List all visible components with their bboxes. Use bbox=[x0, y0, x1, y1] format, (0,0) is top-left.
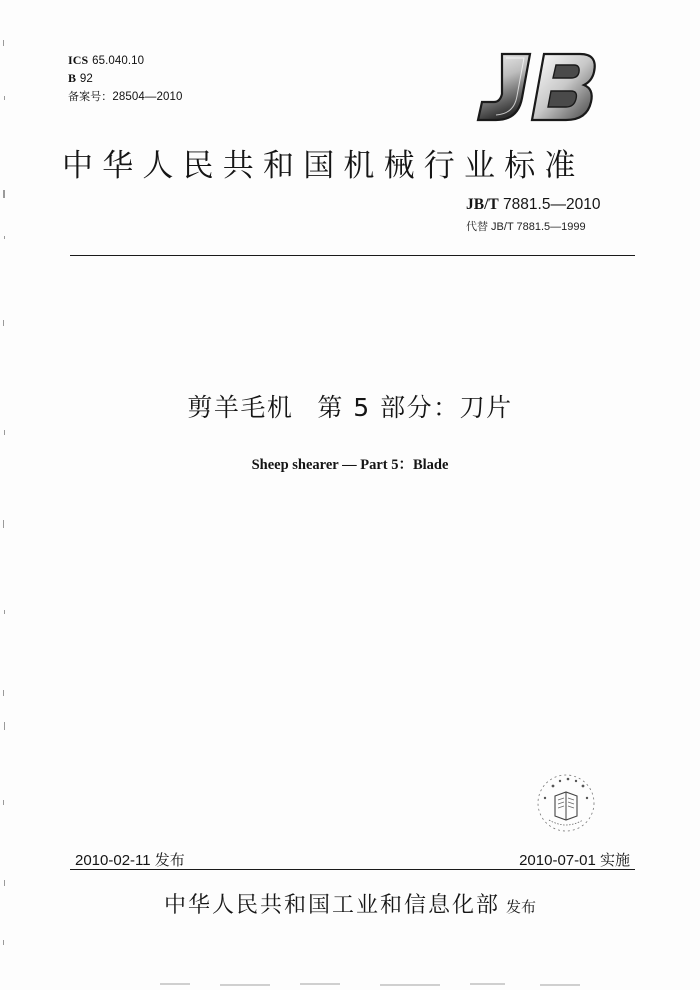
replaces-note: 代替 JB/T 7881.5—1999 bbox=[466, 221, 586, 233]
title-cn-part1: 剪羊毛机 bbox=[187, 393, 294, 422]
issuer-name: 中华人民共和国工业和信息化部 bbox=[163, 893, 500, 918]
ics-label: ICS bbox=[68, 53, 89, 67]
header-divider bbox=[70, 255, 635, 256]
publisher-seal-icon bbox=[533, 770, 599, 836]
standard-prefix: JB/T bbox=[466, 196, 499, 213]
document-title-en: Sheep shearer — Part 5：Blade bbox=[251, 457, 449, 473]
filing-number bbox=[68, 88, 182, 106]
jb-logo bbox=[472, 48, 602, 126]
classification-block bbox=[68, 52, 182, 106]
issue-date: 2010-02-11 发布 bbox=[75, 852, 185, 869]
ccs-value: 92 bbox=[79, 73, 93, 85]
filing-value: 28504—2010 bbox=[112, 91, 183, 103]
footer-divider bbox=[70, 869, 635, 870]
standard-number bbox=[466, 196, 600, 214]
implementation-date: 2010-07-01 实施 bbox=[519, 852, 630, 869]
document-title-cn bbox=[0, 388, 700, 424]
issuer-suffix: 发布 bbox=[506, 898, 537, 916]
ccs-code bbox=[68, 70, 182, 88]
scan-edge-specks bbox=[0, 0, 14, 990]
standard-type-title: 中华人民共和国机械行业标准 bbox=[62, 148, 585, 184]
issuer-line bbox=[0, 888, 700, 919]
ccs-label: B bbox=[68, 71, 77, 85]
ics-code bbox=[68, 52, 182, 70]
standard-number-value: 7881.5—2010 bbox=[503, 196, 601, 213]
filing-label: 备案号： bbox=[68, 90, 113, 103]
ics-value: 65.040.10 bbox=[92, 55, 145, 67]
scan-bottom-smudge bbox=[150, 980, 600, 990]
title-cn-part2: 第 5 部分：刀片 bbox=[317, 393, 513, 422]
